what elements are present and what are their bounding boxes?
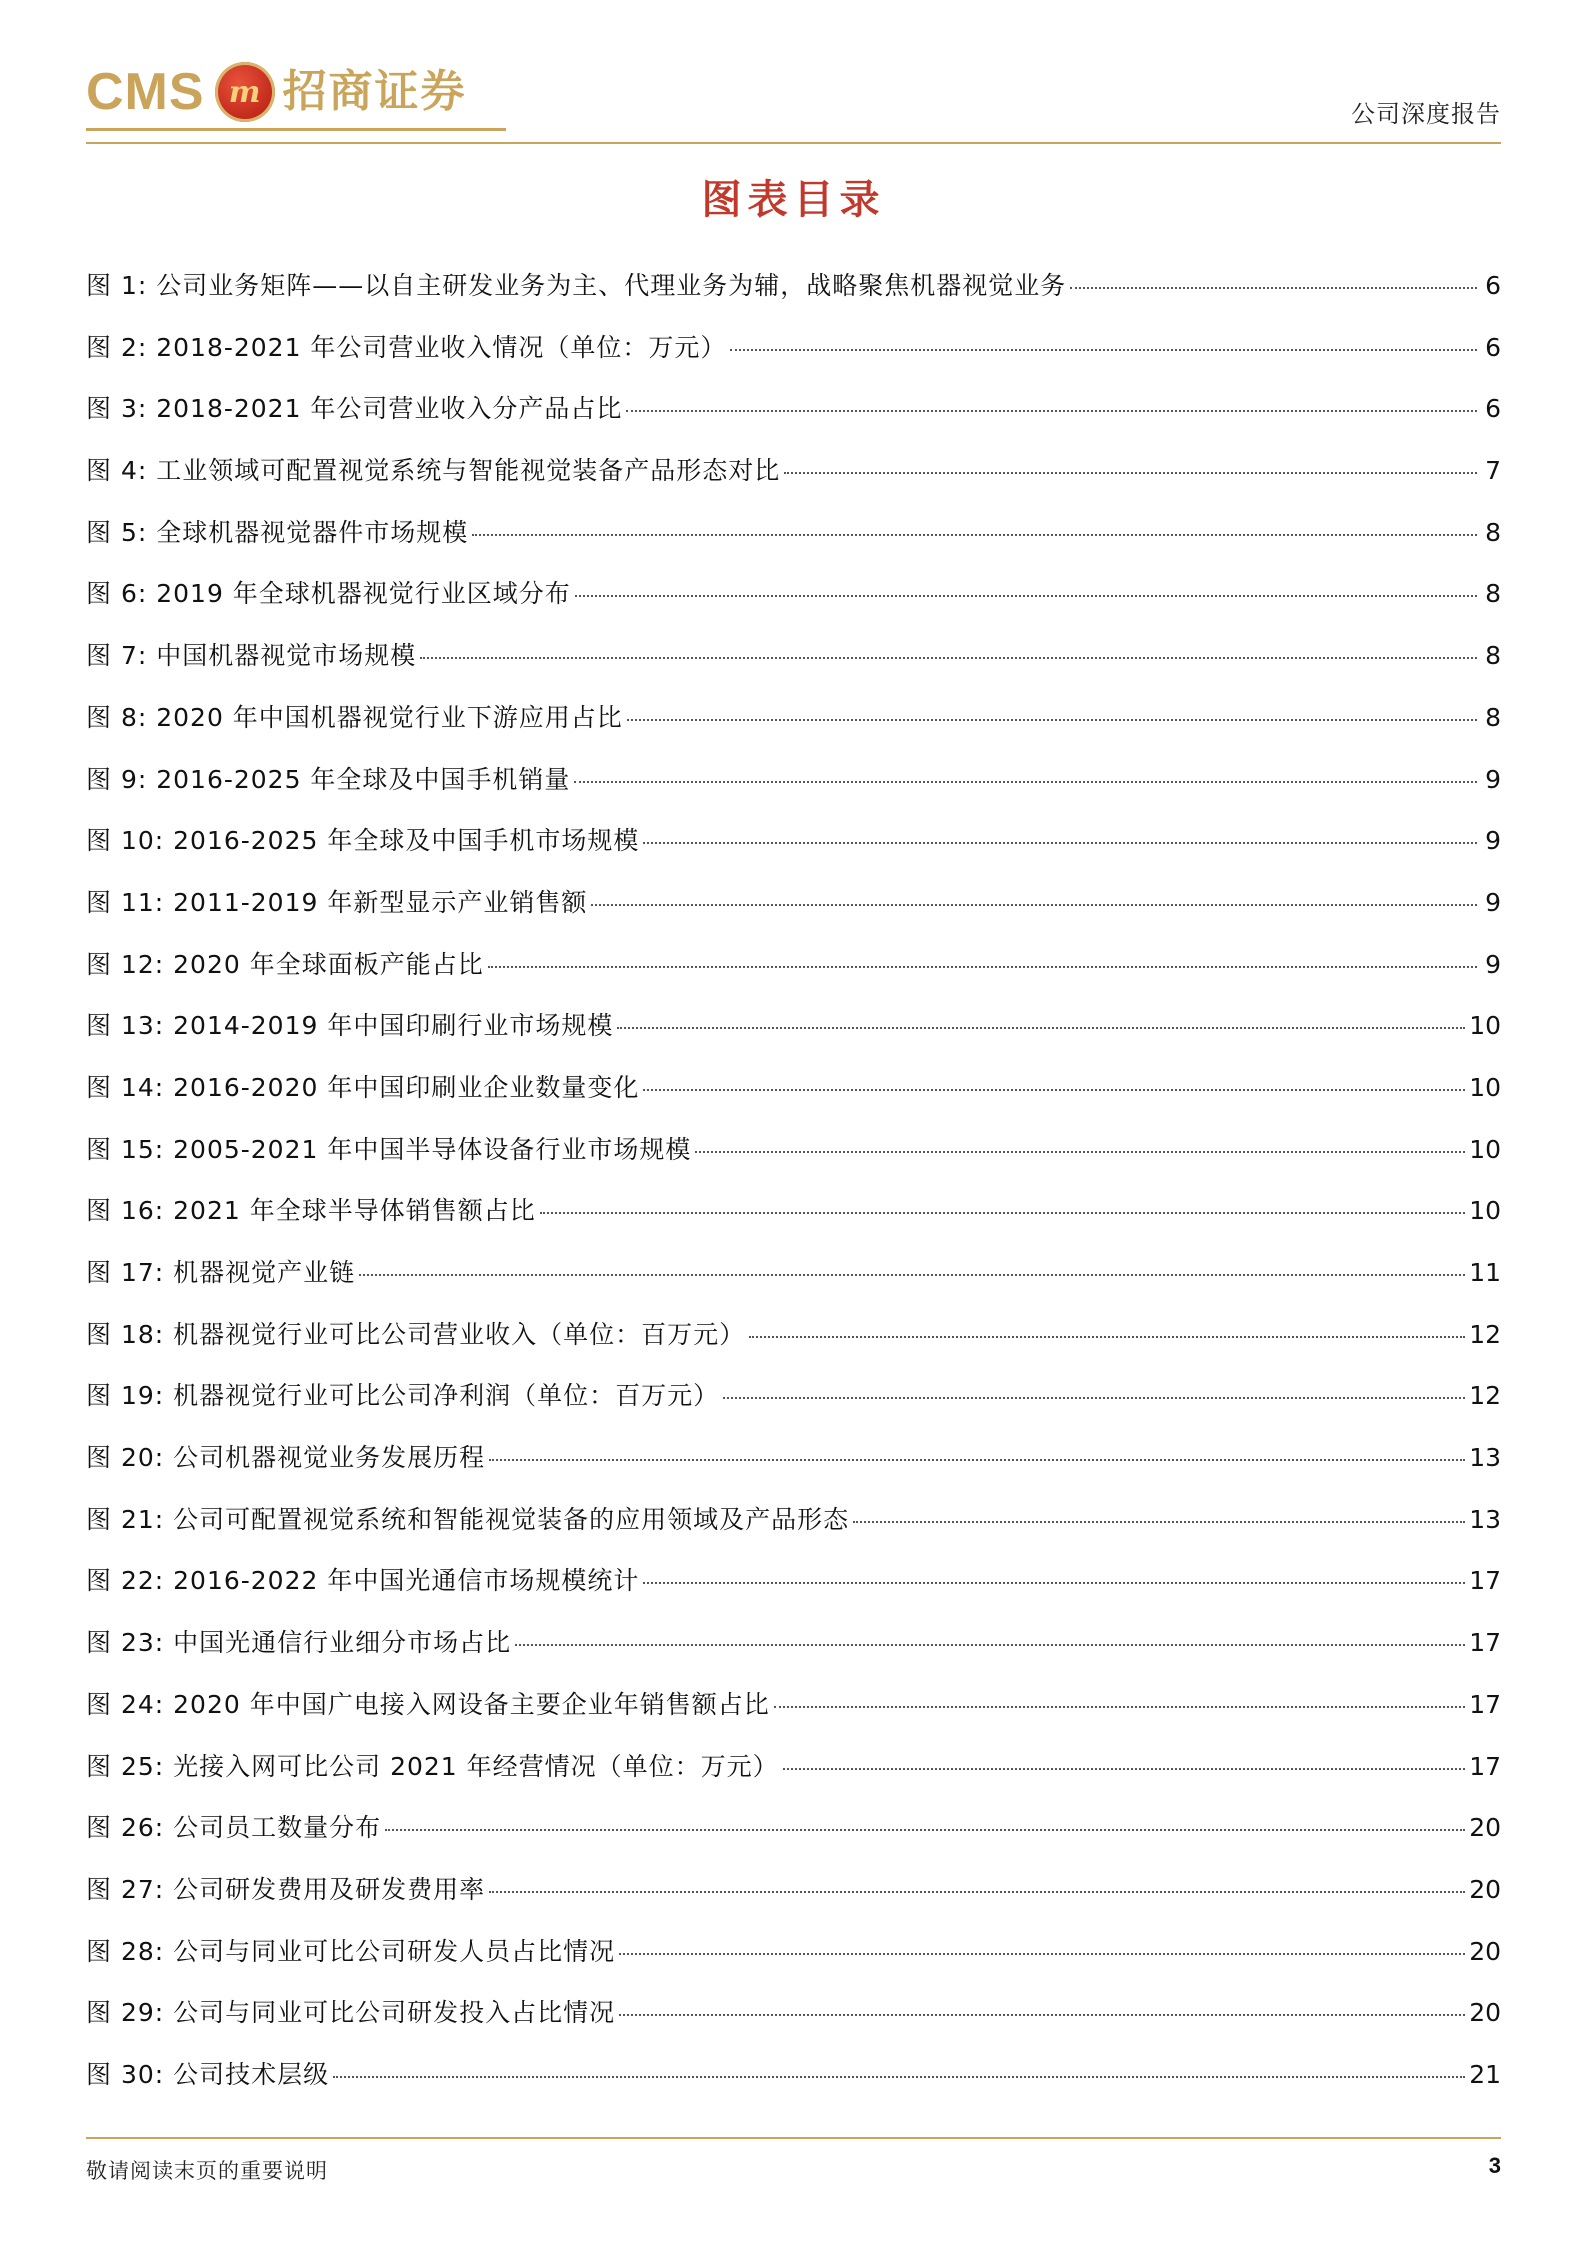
- toc-entry-page: 8: [1485, 641, 1501, 671]
- toc-entry-page: 10: [1469, 1072, 1501, 1102]
- toc-entry-label: 图 13: 2014-2019 年中国印刷行业市场规模: [86, 1011, 614, 1041]
- toc-entry[interactable]: [86, 883, 1501, 945]
- toc-entry[interactable]: [86, 574, 1501, 636]
- toc-entry-page: 8: [1485, 517, 1501, 547]
- toc-entry[interactable]: [86, 636, 1501, 698]
- toc-entry-page: 9: [1485, 887, 1501, 917]
- toc-entry-page: 17: [1469, 1628, 1501, 1658]
- toc-entry[interactable]: [86, 1253, 1501, 1315]
- toc-leader-dots: [1070, 287, 1477, 289]
- toc-leader-dots: [853, 1521, 1465, 1523]
- toc-entry[interactable]: [86, 1438, 1501, 1500]
- toc-entry-label: 图 18: 机器视觉行业可比公司营业收入（单位：百万元）: [86, 1319, 746, 1349]
- toc-leader-dots: [619, 2014, 1465, 2016]
- toc-leader-dots: [643, 842, 1477, 844]
- toc-entry-page: 7: [1485, 456, 1501, 486]
- toc-entry-page: 13: [1469, 1504, 1501, 1534]
- toc-entry[interactable]: [86, 1808, 1501, 1870]
- toc-leader-dots: [774, 1706, 1465, 1708]
- toc-entry-page: 17: [1469, 1566, 1501, 1596]
- toc-entry[interactable]: [86, 1993, 1501, 2055]
- toc-entry[interactable]: [86, 1315, 1501, 1377]
- toc-leader-dots: [619, 1953, 1465, 1955]
- footer-note: 敬请阅读末页的重要说明: [86, 2159, 328, 2183]
- toc-entry[interactable]: [86, 1870, 1501, 1932]
- toc-entry-label: 图 22: 2016-2022 年中国光通信市场规模统计: [86, 1566, 640, 1596]
- toc-entry[interactable]: [86, 1561, 1501, 1623]
- toc-leader-dots: [488, 966, 1477, 968]
- toc-entry-page: 9: [1485, 826, 1501, 856]
- toc-entry[interactable]: [86, 513, 1501, 575]
- toc-entry-label: 图 21: 公司可配置视觉系统和智能视觉装备的应用领域及产品形态: [86, 1504, 850, 1534]
- page-number: 3: [1488, 2153, 1501, 2178]
- toc-leader-dots: [749, 1336, 1465, 1338]
- toc-leader-dots: [627, 719, 1477, 721]
- logo-underline: [86, 128, 506, 131]
- toc-entry-page: 12: [1469, 1319, 1501, 1349]
- toc-entry-page: 21: [1469, 2059, 1501, 2089]
- toc-entry-label: 图 9: 2016-2025 年全球及中国手机销量: [86, 764, 571, 794]
- toc-entry-page: 10: [1469, 1011, 1501, 1041]
- report-type: 公司深度报告: [1351, 100, 1501, 128]
- toc-entry-page: 10: [1469, 1134, 1501, 1164]
- footer-divider: [86, 2137, 1501, 2139]
- toc-leader-dots: [420, 657, 1477, 659]
- toc-leader-dots: [489, 1459, 1465, 1461]
- toc-entry-label: 图 26: 公司员工数量分布: [86, 1813, 382, 1843]
- toc-entry-label: 图 28: 公司与同业可比公司研发人员占比情况: [86, 1936, 616, 1966]
- toc-leader-dots: [359, 1274, 1465, 1276]
- toc-entry-label: 图 7: 中国机器视觉市场规模: [86, 641, 417, 671]
- company-logo: [86, 62, 467, 122]
- toc-entry-page: 8: [1485, 579, 1501, 609]
- logo-badge-icon: [215, 62, 275, 122]
- toc-entry-label: 图 29: 公司与同业可比公司研发投入占比情况: [86, 1998, 616, 2028]
- toc-entry-page: 12: [1469, 1381, 1501, 1411]
- toc-entry-page: 17: [1469, 1751, 1501, 1781]
- toc-entry-label: 图 23: 中国光通信行业细分市场占比: [86, 1628, 512, 1658]
- toc-entry[interactable]: [86, 389, 1501, 451]
- toc-entry[interactable]: [86, 1376, 1501, 1438]
- toc-entry[interactable]: [86, 1500, 1501, 1562]
- toc-entry-page: 20: [1469, 1813, 1501, 1843]
- toc-entry-page: 6: [1485, 394, 1501, 424]
- toc-entry-label: 图 1: 公司业务矩阵——以自主研发业务为主、代理业务为辅，战略聚焦机器视觉业务: [86, 271, 1067, 300]
- toc-leader-dots: [591, 904, 1477, 906]
- toc-entry[interactable]: [86, 1623, 1501, 1685]
- toc-leader-dots: [695, 1151, 1465, 1153]
- page-header: [86, 52, 1501, 142]
- toc-entry-label: 图 8: 2020 年中国机器视觉行业下游应用占比: [86, 702, 623, 732]
- toc-entry-page: 6: [1485, 332, 1501, 362]
- toc-entry-label: 图 24: 2020 年中国广电接入网设备主要企业年销售额占比: [86, 1689, 770, 1719]
- toc-entry-label: 图 2: 2018-2021 年公司营业收入情况（单位：万元）: [86, 332, 727, 362]
- toc-entry-label: 图 11: 2011-2019 年新型显示产业销售额: [86, 887, 588, 917]
- toc-leader-dots: [540, 1212, 1465, 1214]
- toc-entry-page: 9: [1485, 764, 1501, 794]
- toc-entry-label: 图 25: 光接入网可比公司 2021 年经营情况（单位：万元）: [86, 1751, 779, 1781]
- toc-entry-page: 6: [1485, 271, 1501, 300]
- toc-entry[interactable]: [86, 760, 1501, 822]
- toc-leader-dots: [643, 1089, 1465, 1091]
- table-of-figures: [86, 266, 1501, 2117]
- toc-entry-label: 图 30: 公司技术层级: [86, 2059, 330, 2089]
- toc-entry-page: 20: [1469, 1936, 1501, 1966]
- toc-entry[interactable]: [86, 1068, 1501, 1130]
- toc-leader-dots: [617, 1027, 1465, 1029]
- toc-leader-dots: [723, 1397, 1465, 1399]
- toc-entry-page: 13: [1469, 1443, 1501, 1473]
- toc-entry-label: 图 17: 机器视觉产业链: [86, 1258, 356, 1287]
- toc-leader-dots: [333, 2076, 1465, 2078]
- toc-leader-dots: [783, 1768, 1466, 1770]
- toc-entry[interactable]: [86, 1932, 1501, 1994]
- logo-cms-text: CMS: [86, 63, 205, 121]
- toc-entry-page: 17: [1469, 1689, 1501, 1719]
- toc-entry-label: 图 19: 机器视觉行业可比公司净利润（单位：百万元）: [86, 1381, 720, 1411]
- toc-entry[interactable]: [86, 1685, 1501, 1747]
- page-title: 图表目录: [701, 177, 886, 223]
- toc-entry-label: 图 16: 2021 年全球半导体销售额占比: [86, 1196, 536, 1226]
- toc-leader-dots: [472, 534, 1477, 536]
- toc-leader-dots: [784, 472, 1477, 474]
- toc-entry[interactable]: [86, 698, 1501, 760]
- logo-badge-glyph: m: [228, 74, 261, 110]
- toc-entry-label: 图 12: 2020 年全球面板产能占比: [86, 949, 484, 979]
- toc-entry-label: 图 15: 2005-2021 年中国半导体设备行业市场规模: [86, 1134, 692, 1164]
- toc-leader-dots: [385, 1829, 1465, 1831]
- toc-leader-dots: [575, 595, 1477, 597]
- toc-entry-page: 20: [1469, 1998, 1501, 2028]
- header-divider: [86, 142, 1501, 144]
- toc-entry[interactable]: [86, 2055, 1501, 2117]
- toc-entry-page: 9: [1485, 949, 1501, 979]
- toc-leader-dots: [489, 1891, 1465, 1893]
- logo-chinese-name: 招商证券: [282, 66, 467, 117]
- toc-entry-label: 图 10: 2016-2025 年全球及中国手机市场规模: [86, 826, 640, 856]
- toc-entry[interactable]: [86, 451, 1501, 513]
- toc-entry-label: 图 6: 2019 年全球机器视觉行业区域分布: [86, 579, 571, 609]
- toc-entry[interactable]: [86, 1747, 1501, 1809]
- toc-entry[interactable]: [86, 945, 1501, 1007]
- toc-entry-page: 20: [1469, 1874, 1501, 1904]
- toc-entry-page: 11: [1469, 1258, 1501, 1287]
- toc-entry[interactable]: [86, 821, 1501, 883]
- toc-entry[interactable]: [86, 1191, 1501, 1253]
- toc-entry[interactable]: [86, 266, 1501, 328]
- toc-entry-label: 图 27: 公司研发费用及研发费用率: [86, 1874, 486, 1904]
- toc-leader-dots: [643, 1582, 1465, 1584]
- toc-entry-label: 图 4: 工业领域可配置视觉系统与智能视觉装备产品形态对比: [86, 456, 781, 486]
- toc-entry-label: 图 3: 2018-2021 年公司营业收入分产品占比: [86, 394, 623, 424]
- toc-entry-page: 10: [1469, 1196, 1501, 1226]
- toc-entry[interactable]: [86, 328, 1501, 390]
- toc-leader-dots: [574, 781, 1477, 783]
- toc-entry[interactable]: [86, 1130, 1501, 1192]
- toc-entry-label: 图 20: 公司机器视觉业务发展历程: [86, 1443, 486, 1473]
- toc-entry-label: 图 14: 2016-2020 年中国印刷业企业数量变化: [86, 1072, 640, 1102]
- toc-entry-page: 8: [1485, 702, 1501, 732]
- toc-entry-label: 图 5: 全球机器视觉器件市场规模: [86, 517, 469, 547]
- toc-leader-dots: [730, 349, 1477, 351]
- toc-entry[interactable]: [86, 1006, 1501, 1068]
- toc-leader-dots: [626, 410, 1477, 412]
- toc-leader-dots: [515, 1644, 1465, 1646]
